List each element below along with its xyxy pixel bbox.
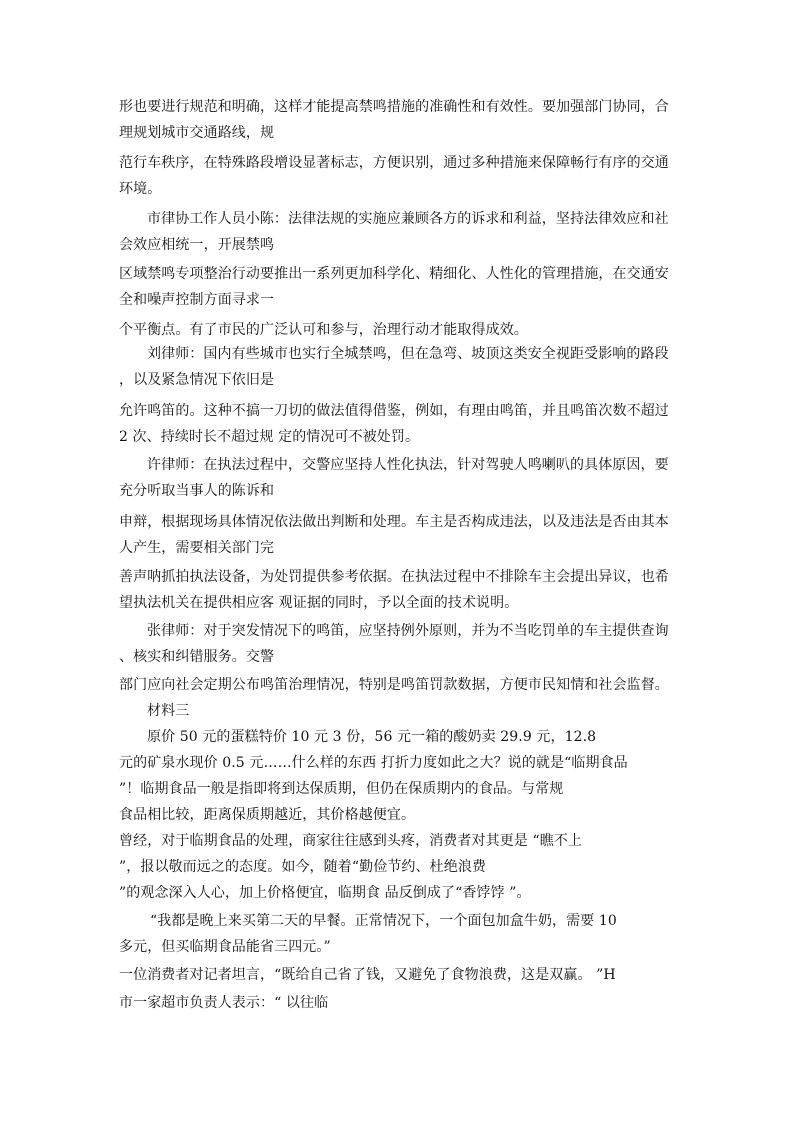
text-line: 曾经，对于临期食品的处理，商家往往感到头疼，消费者对其更是 “瞧不上 — [119, 833, 583, 849]
text-line: 、核实和纠错服务。交警 — [119, 649, 275, 665]
text-line: 区域禁鸣专项整治行动要推出一系列更加科学化、精细化、人性化的管理措施，在交通安 — [119, 266, 669, 282]
text-line: 个平衡点。有了市民的广泛认可和参与，治理行动才能取得成效。 — [119, 322, 528, 338]
text-line: 2 次、持续时长不超过规 定的情况可不被处罚。 — [119, 429, 420, 445]
text-line: 形也要进行规范和明确，这样才能提高禁鸣措施的准确性和有效性。要加强部门协同，合 — [119, 99, 669, 115]
text-line: ”，报以敬而远之的态度。如今，随着“勤俭节约、杜绝浪费 — [119, 859, 487, 875]
text-line: 充分听取当事人的陈诉和 — [119, 483, 275, 499]
text-line: 允许鸣笛的。这种不搞一刀切的做法值得借鉴，例如，有理由鸣笛，并且鸣笛次数不超过 — [119, 403, 669, 419]
section-heading: 材料三 — [147, 703, 190, 719]
text-line: 部门应向社会定期公布鸣笛治理情况，特别是鸣笛罚款数据，方便市民知情和社会监督。 — [119, 677, 669, 693]
paragraph-start-line: 刘律师：国内有些城市也实行全城禁鸣，但在急弯、坡顶这类安全视距受影响的路段 — [147, 346, 669, 362]
paragraph-start-line: 许律师：在执法过程中，交警应坚持人性化执法，针对驾驶人鸣喇叭的具体原因，要 — [147, 457, 669, 473]
text-line: 全和噪声控制方面寻求一 — [119, 292, 275, 308]
paragraph-start-line: 市律协工作人员小陈：法律法规的实施应兼顾各方的诉求和利益，坚持法律效应和社 — [147, 211, 669, 227]
text-line: 多元，但买临期食品能省三四元。” — [119, 939, 331, 955]
paragraph-start-line: 原价 50 元的蛋糕特价 10 元 3 份，56 元一箱的酸奶卖 29.9 元，12.8 — [147, 729, 597, 745]
text-line: 望执法机关在提供相应客 观证据的同时，予以全面的技术说明。 — [119, 595, 519, 611]
text-line: 食品相比较，距离保质期越近，其价格越便宜。 — [119, 807, 416, 823]
text-line: ”！临期食品一般是指即将到达保质期，但仍在保质期内的食品。与常规 — [119, 781, 564, 797]
paragraph-start-line: “我都是晚上来买第二天的早餐。正常情况下，一个面包加盒牛奶，需要 10 — [150, 913, 617, 929]
text-line: 市一家超市负责人表示：“ 以往临 — [119, 995, 329, 1011]
text-line: 范行车秩序，在特殊路段增设显著标志，方便识别，通过多种措施来保障畅行有序的交通 — [119, 155, 669, 171]
text-line: 善声呐抓拍执法设备，为处罚提供参考依据。在执法过程中不排除车主会提出异议，也希 — [119, 569, 669, 585]
text-line: 申辩，根据现场具体情况依法做出判断和处理。车主是否构成违法，以及违法是否由其本 — [119, 514, 669, 530]
text-line: 元的矿泉水现价 0.5 元……什么样的东西 打折力度如此之大？说的就是“临期食品 — [119, 755, 628, 771]
text-line: ”的观念深入人心，加上价格便宜，临期食 品反倒成了“香饽饽 ”。 — [119, 885, 531, 901]
text-line: 一位消费者对记者坦言，“既给自己省了钱，又避免了食物浪费，这是双赢。 ”H — [119, 967, 616, 983]
text-line: 人产生，需要相关部门完 — [119, 540, 275, 556]
text-line: 会效应相统一，开展禁鸣 — [119, 237, 275, 253]
paragraph-start-line: 张律师：对于突发情况下的鸣笛，应坚持例外原则，并为不当吃罚单的车主提供查询 — [147, 623, 669, 639]
text-line: 理规划城市交通路线，规 — [119, 125, 275, 141]
text-line: ，以及紧急情况下依旧是 — [119, 372, 275, 388]
text-line: 环境。 — [119, 181, 162, 197]
